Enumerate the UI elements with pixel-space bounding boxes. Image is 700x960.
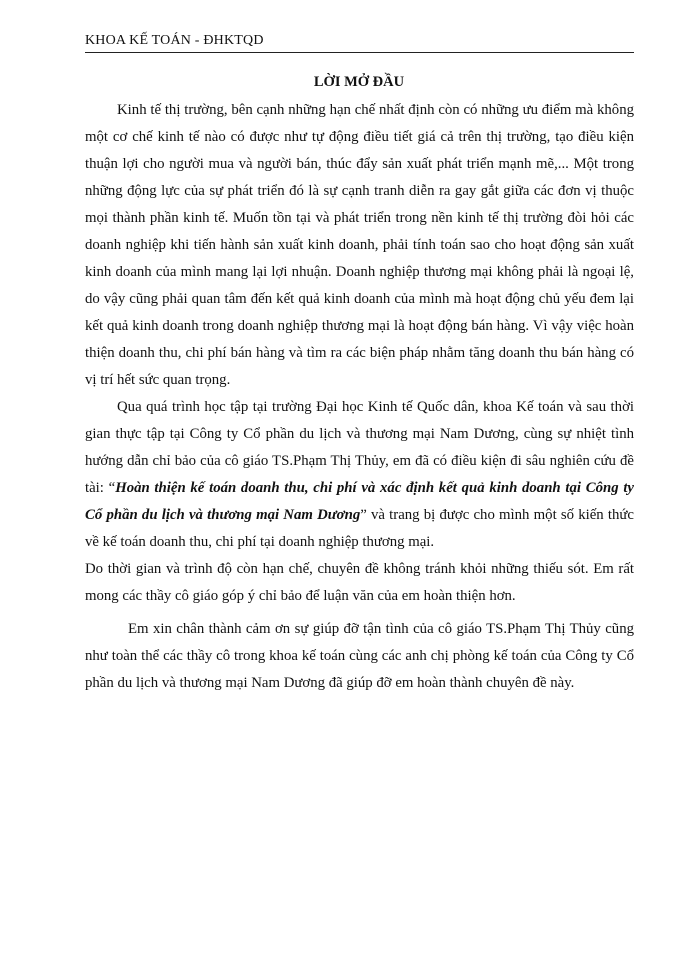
document-title: LỜI MỞ ĐẦU xyxy=(313,74,405,90)
paragraph-4: Em xin chân thành cảm ơn sự giúp đỡ tận tình của cô giáo TS.Phạm Thị Thủy cũng như toàn thể các thầy cô trong khoa kế toán cùng các anh chị phòng kế toán của Công ty Cổ phần du lịch và thương mại Nam Dương đã giúp đỡ em hoàn thành chuyên đề này. xyxy=(85,621,634,691)
paragraph-2 xyxy=(85,394,634,556)
page-header: KHOA KẾ TOÁN - ĐHKTQD xyxy=(85,33,264,48)
paragraph-2-end: ” và trang bị được cho mình một số kiến thức về kế toán doanh thu, chi phí tại doanh nghiệp thương mại. xyxy=(85,507,634,550)
thesis-topic: Hoàn thiện kế toán doanh thu, chi phí và xác định kết quả kinh doanh tại Công ty Cổ phần du lịch và thương mại Nam Dương xyxy=(85,480,635,523)
paragraph-1: Kinh tế thị trường, bên cạnh những hạn chế nhất định còn có những ưu điểm mà không một cơ chế kinh tế nào có được như tự động điều tiết giá cả trên thị trường, tạo điều kiện thuận lợi cho người mua và người bán, thúc đẩy sản xuất phát triển mạnh mẽ,... Một trong những động lực của sự phát triển đó là sự cạnh tranh diễn ra gay gắt giữa các đơn vị thuộc mọi thành phần kinh tế. Muốn tồn tại và phát triển trong nền kinh tế thị trường đòi hỏi các doanh nghiệp khi tiến hành sản xuất kinh doanh, phải tính toán sao cho hoạt động sản xuất kinh doanh của mình mang lại lợi nhuận. Doanh nghiệp thương mại không phải là ngoại lệ, do vậy cũng phải quan tâm đến kết quả kinh doanh của mình mà hoạt động chủ yếu đem lại kết quả kinh doanh trong doanh nghiệp thương mại là hoạt động bán hàng. Vì vậy việc hoàn thiện doanh thu, chi phí bán hàng và tìm ra các biện pháp nhằm tăng doanh thu bán hàng có vị trí hết sức quan trọng. xyxy=(85,102,634,388)
header-divider xyxy=(85,52,634,53)
document-body xyxy=(85,97,634,697)
paragraph-2-intro: Qua quá trình học tập tại trường Đại học Kinh tế Quốc dân, khoa Kế toán và sau thời gian thực tập tại Công ty Cổ phần du lịch và thương mại Nam Dương, cùng sự nhiệt tình hướng dẫn chỉ bảo của cô giáo TS.Phạm Thị Thủy, em đã có điều kiện đi sâu nghiên cứu đề tài: “ xyxy=(85,399,634,496)
paragraph-3: Do thời gian và trình độ còn hạn chế, chuyên đề không tránh khỏi những thiếu sót. Em rất mong các thầy cô giáo góp ý chỉ bảo để luận văn của em hoàn thiện hơn. xyxy=(85,561,634,604)
